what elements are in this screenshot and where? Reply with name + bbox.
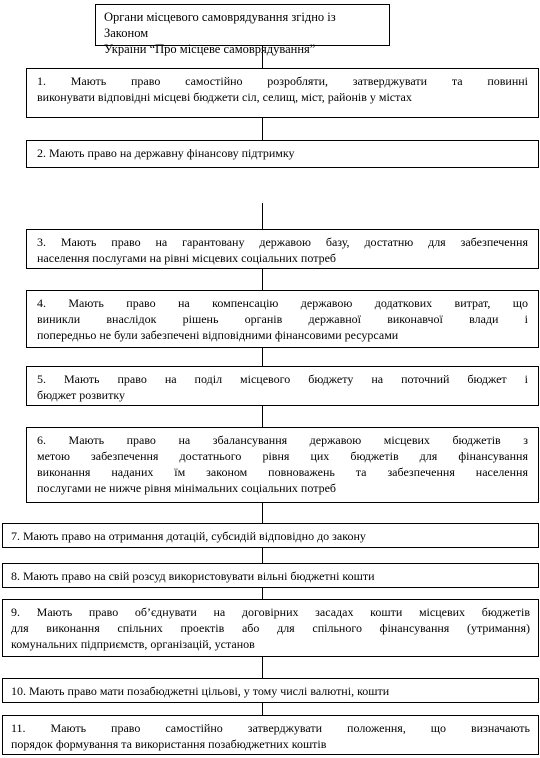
right-item-box (26, 366, 539, 406)
item-text-line: 4. Мають право на компенсацію державою додаткових витрат, що (37, 296, 528, 310)
item-text-line: 2. Мають право на державну фінансову підтримку (37, 146, 295, 160)
item-text-line: 1. Мають право самостійно розробляти, затверджувати та повинні (37, 74, 528, 88)
wide-item-box (2, 523, 539, 548)
wide-item-box (2, 563, 539, 588)
item-text-line: для виконання спільних проектів або для спільного фінансування (утримання) (11, 621, 530, 635)
item-text-line: 8. Мають право на свій розсуд використовувати вільні бюджетні кошти (11, 569, 375, 583)
wide-item-box (2, 678, 539, 703)
right-item-box (26, 229, 539, 269)
connector-line (262, 503, 263, 523)
wide-item-box (2, 599, 539, 657)
item-text-line: 11. Мають право самостійно затверджувати положення, що визначають (11, 721, 530, 735)
right-item-box (26, 68, 539, 118)
header-line: України “Про місцеве самоврядування” (104, 42, 316, 56)
connector-line (262, 269, 263, 290)
item-text-line: 9. Мають право об’єднувати на договірних засадах кошти місцевих бюджетів (11, 605, 530, 619)
item-text-line: виконання наданих їм законом повноважень та забезпечення населення (37, 465, 528, 479)
connector-line (262, 406, 263, 427)
item-text-line: бюджет розвитку (37, 388, 126, 402)
connector-line (262, 657, 263, 678)
item-text-line: порядок формування та використання позабюджетних коштів (11, 737, 327, 751)
item-text-line: 10. Мають право мати позабюджетні цільові, у тому числі валютні, кошти (11, 684, 390, 698)
connector-line (262, 588, 263, 599)
connector-line (262, 203, 263, 229)
item-text-line: послугами не нижче рівня мінімальних соціальних потреб (37, 481, 337, 495)
item-text-line: 6. Мають право на збалансування державою місцевих бюджетів з (37, 433, 528, 447)
connector-line (262, 348, 263, 366)
item-text-line: виконувати відповідні місцеві бюджети сіл, селищ, міст, районів у містах (37, 90, 412, 104)
header-line: Органи місцевого самоврядування згідно із Законом (104, 10, 336, 40)
item-text-line: 3. Мають право на гарантовану державою базу, достатню для забезпечення (37, 235, 528, 249)
item-text-line: виникли внаслідок рішень органів державної виконавчої влади і (37, 312, 528, 326)
item-text-line: 7. Мають право на отримання дотацій, субсидій відповідно до закону (11, 529, 366, 543)
connector-line (262, 548, 263, 563)
item-text-line: населення послугами на рівні місцевих соціальних потреб (37, 251, 337, 265)
item-text-line: комунальних підприємств, організацій, установ (11, 637, 255, 651)
right-item-box (26, 290, 539, 348)
item-text-line: 5. Мають право на поділ місцевого бюджету на поточний бюджет і (37, 372, 528, 386)
header-box (95, 4, 390, 56)
wide-item-box (2, 715, 539, 755)
connector-line (262, 703, 263, 715)
right-item-box (26, 427, 539, 503)
right-item-box (26, 140, 539, 168)
item-text-line: метою забезпечення достатнього рівня цих бюджетів для фінансування (37, 449, 528, 463)
item-text-line: попередньо не були забезпечені відповідними фінансовими ресурсами (37, 328, 399, 342)
connector-line (262, 118, 263, 140)
